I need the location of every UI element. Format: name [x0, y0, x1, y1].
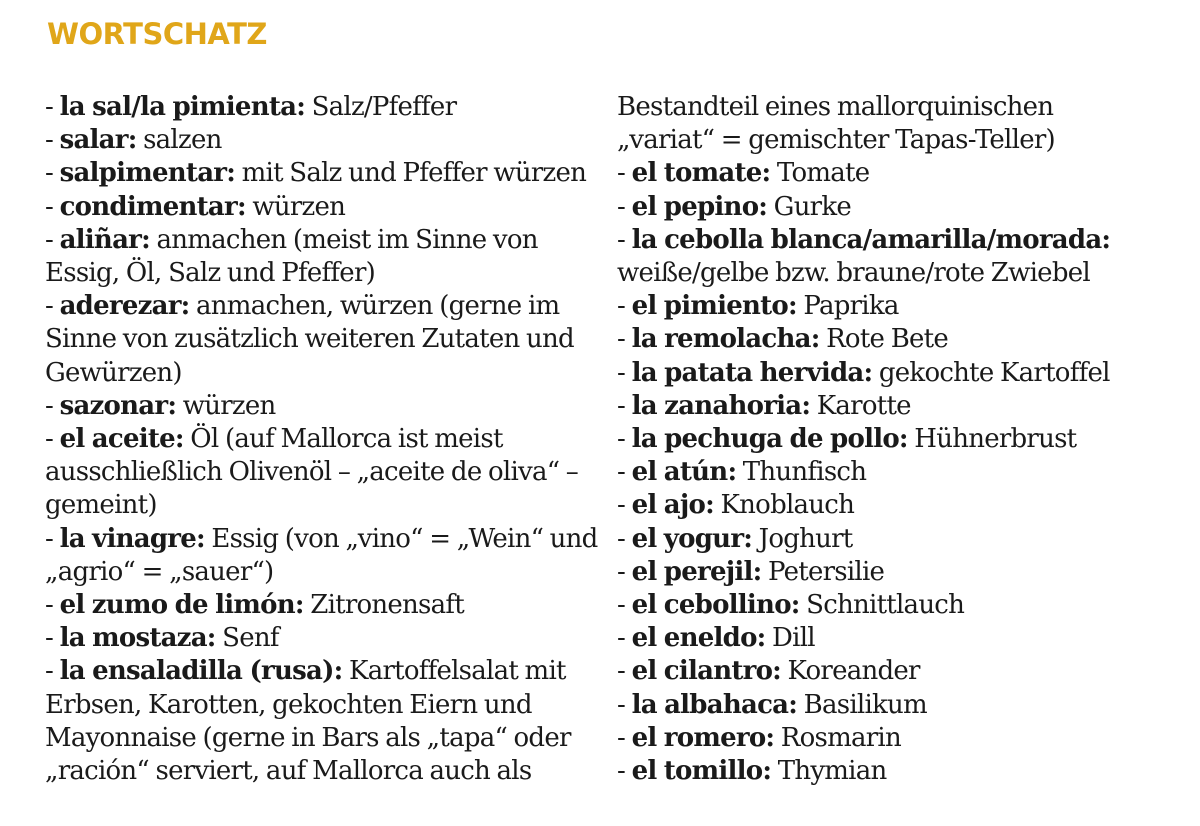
vocab-definition: anmachen (meist im Sinne von: [149, 224, 538, 255]
vocab-line: - el tomillo: Thymian: [617, 756, 887, 787]
vocab-line: - la mostaza: Senf: [45, 623, 279, 654]
vocab-term: la cebolla blanca/amarilla/morada:: [631, 224, 1111, 255]
vocab-line: [45, 456, 585, 489]
vocab-line: [45, 722, 585, 755]
vocab-line: - el cilantro: Koreander: [617, 656, 920, 687]
vocab-definition: Gewürzen): [45, 357, 182, 388]
vocab-line: - la pechuga de pollo: Hühnerbrust: [617, 424, 1077, 455]
vocab-line: - la sal/la pimienta: Salz/Pfeffer: [45, 92, 457, 122]
vocab-line: - el pepino: Gurke: [617, 191, 852, 222]
vocab-line: [45, 357, 585, 390]
vocab-definition: Paprika: [796, 291, 899, 322]
vocab-term: la pechuga de pollo:: [631, 424, 908, 455]
vocab-line: - el aceite: Öl (auf Mallorca ist meist: [45, 424, 503, 455]
vocab-term: el zumo de limón:: [59, 590, 304, 621]
vocab-line: - aliñar: anmachen (meist im Sinne von: [45, 224, 538, 255]
vocab-term: el cebollino:: [631, 590, 800, 621]
vocab-line: [617, 124, 1177, 157]
vocab-term: el atún:: [631, 457, 737, 488]
vocab-definition: salzen: [136, 125, 222, 156]
vocab-line: - sazonar: würzen: [45, 390, 276, 421]
vocab-line: - condimentar: würzen: [45, 191, 346, 222]
vocab-definition: Senf: [215, 623, 279, 654]
vocab-line: - el cebollino: Schnittlauch: [617, 590, 965, 621]
vocab-term: la remolacha:: [631, 324, 820, 355]
vocab-definition: Essig, Öl, Salz und Pfeffer): [45, 258, 376, 289]
vocab-definition: Hühnerbrust: [907, 424, 1077, 455]
vocab-term: condimentar:: [59, 191, 246, 222]
vocab-term: el eneldo:: [631, 623, 766, 654]
vocab-definition: anmachen, würzen (gerne im: [189, 291, 560, 322]
vocab-definition: Thunfisch: [736, 457, 867, 488]
vocabulary-column-right: [617, 91, 1177, 788]
vocab-definition: Rosmarin: [774, 722, 901, 753]
vocab-definition: Zitronensaft: [303, 590, 464, 621]
vocab-line: [45, 489, 585, 522]
vocab-term: el yogur:: [631, 523, 753, 554]
vocabulary-column-left: [45, 91, 598, 788]
vocab-term: el romero:: [631, 722, 775, 753]
vocab-term: salar:: [59, 125, 137, 156]
vocab-line: - el eneldo: Dill: [617, 623, 815, 654]
vocab-line: [617, 91, 1177, 124]
vocab-definition: Bestandteil eines mallorquinischen: [617, 92, 1054, 122]
vocab-definition: würzen: [176, 390, 276, 421]
vocab-term: la mostaza:: [59, 623, 216, 654]
vocab-line: - la zanahoria: Karotte: [617, 390, 911, 421]
vocab-line: - el romero: Rosmarin: [617, 722, 901, 753]
vocab-term: el aceite:: [59, 424, 184, 455]
vocab-definition: gemeint): [45, 490, 157, 521]
vocab-definition: Kartoffelsalat mit: [342, 656, 566, 687]
vocab-line: - aderezar: anmachen, würzen (gerne im: [45, 291, 560, 322]
vocab-line: - el ajo: Knoblauch: [617, 490, 855, 521]
vocab-line: [45, 257, 585, 290]
vocab-definition: Koreander: [781, 656, 920, 687]
vocab-line: [45, 323, 585, 356]
vocab-line: - la cebolla blanca/amarilla/morada:: [617, 224, 1111, 255]
vocab-line: - la patata hervida: gekochte Kartoffel: [617, 357, 1110, 388]
vocab-term: aliñar:: [59, 224, 150, 255]
vocab-term: el tomate:: [631, 158, 771, 189]
vocab-definition: Mayonnaise (gerne in Bars als „tapa“ oder: [45, 722, 571, 753]
vocab-term: la zanahoria:: [631, 390, 811, 421]
vocab-definition: mit Salz und Pfeffer würzen: [235, 158, 587, 189]
vocab-definition: Essig (von „vino“ = „Wein“ und: [204, 523, 598, 554]
vocab-definition: Thymian: [771, 756, 887, 787]
vocab-definition: Sinne von zusätzlich weiteren Zutaten und: [45, 324, 574, 355]
vocab-definition: gekochte Kartoffel: [872, 357, 1110, 388]
vocab-definition: Gurke: [767, 191, 852, 222]
vocab-term: la ensaladilla (rusa):: [59, 656, 343, 687]
vocab-definition: Rote Bete: [819, 324, 949, 355]
vocab-definition: „variat“ = gemischter Tapas-Teller): [617, 125, 1055, 156]
vocab-line: - la vinagre: Essig (von „vino“ = „Wein“ und: [45, 523, 598, 554]
vocab-line: [45, 556, 585, 589]
vocab-line: - la albahaca: Basilikum: [617, 689, 927, 720]
vocab-definition: Schnittlauch: [799, 590, 965, 621]
vocab-term: el ajo:: [631, 490, 714, 521]
vocab-line: - la remolacha: Rote Bete: [617, 324, 949, 355]
vocab-term: aderezar:: [59, 291, 190, 322]
vocab-term: sazonar:: [59, 390, 177, 421]
vocab-term: la patata hervida:: [631, 357, 873, 388]
vocab-definition: Dill: [765, 623, 815, 654]
vocab-definition: würzen: [245, 191, 346, 222]
vocab-definition: „ración“ serviert, auf Mallorca auch als: [45, 756, 532, 787]
vocab-term: el pepino:: [631, 191, 768, 222]
vocab-definition: Erbsen, Karotten, gekochten Eiern und: [45, 689, 532, 720]
vocab-line: - el perejil: Petersilie: [617, 556, 885, 587]
vocab-definition: Petersilie: [761, 556, 885, 587]
page-title: WORTSCHATZ: [47, 17, 267, 51]
vocab-line: - salar: salzen: [45, 125, 222, 156]
vocab-term: el perejil:: [631, 556, 762, 587]
vocab-definition: Tomate: [770, 158, 870, 189]
vocab-term: la sal/la pimienta:: [59, 92, 306, 122]
vocab-definition: Öl (auf Mallorca ist meist: [183, 424, 503, 455]
vocab-term: el cilantro:: [631, 656, 782, 687]
vocab-definition: Joghurt: [752, 523, 853, 554]
vocab-definition: ausschließlich Olivenöl – „aceite de oliva“ –: [45, 457, 578, 488]
vocab-line: [45, 689, 585, 722]
vocab-term: salpimentar:: [59, 158, 236, 189]
vocab-definition: Karotte: [810, 390, 911, 421]
vocab-line: [45, 755, 585, 788]
vocab-line: - salpimentar: mit Salz und Pfeffer würzen: [45, 158, 587, 189]
vocab-definition: weiße/gelbe bzw. braune/rote Zwiebel: [617, 258, 1090, 289]
vocab-line: - el zumo de limón: Zitronensaft: [45, 590, 464, 621]
vocab-line: [617, 257, 1177, 290]
vocab-line: - el yogur: Joghurt: [617, 523, 853, 554]
vocab-term: el tomillo:: [631, 756, 772, 787]
vocab-line: - la ensaladilla (rusa): Kartoffelsalat mit: [45, 656, 566, 687]
vocab-line: - el pimiento: Paprika: [617, 291, 899, 322]
vocab-line: - el tomate: Tomate: [617, 158, 870, 189]
vocab-term: la vinagre:: [59, 523, 205, 554]
vocab-definition: „agrio“ = „sauer“): [45, 556, 274, 587]
vocab-line: - el atún: Thunfisch: [617, 457, 867, 488]
vocab-term: el pimiento:: [631, 291, 797, 322]
vocab-definition: Basilikum: [797, 689, 927, 720]
vocab-term: la albahaca:: [631, 689, 798, 720]
vocab-definition: Knoblauch: [713, 490, 855, 521]
vocab-definition: Salz/Pfeffer: [305, 92, 457, 122]
